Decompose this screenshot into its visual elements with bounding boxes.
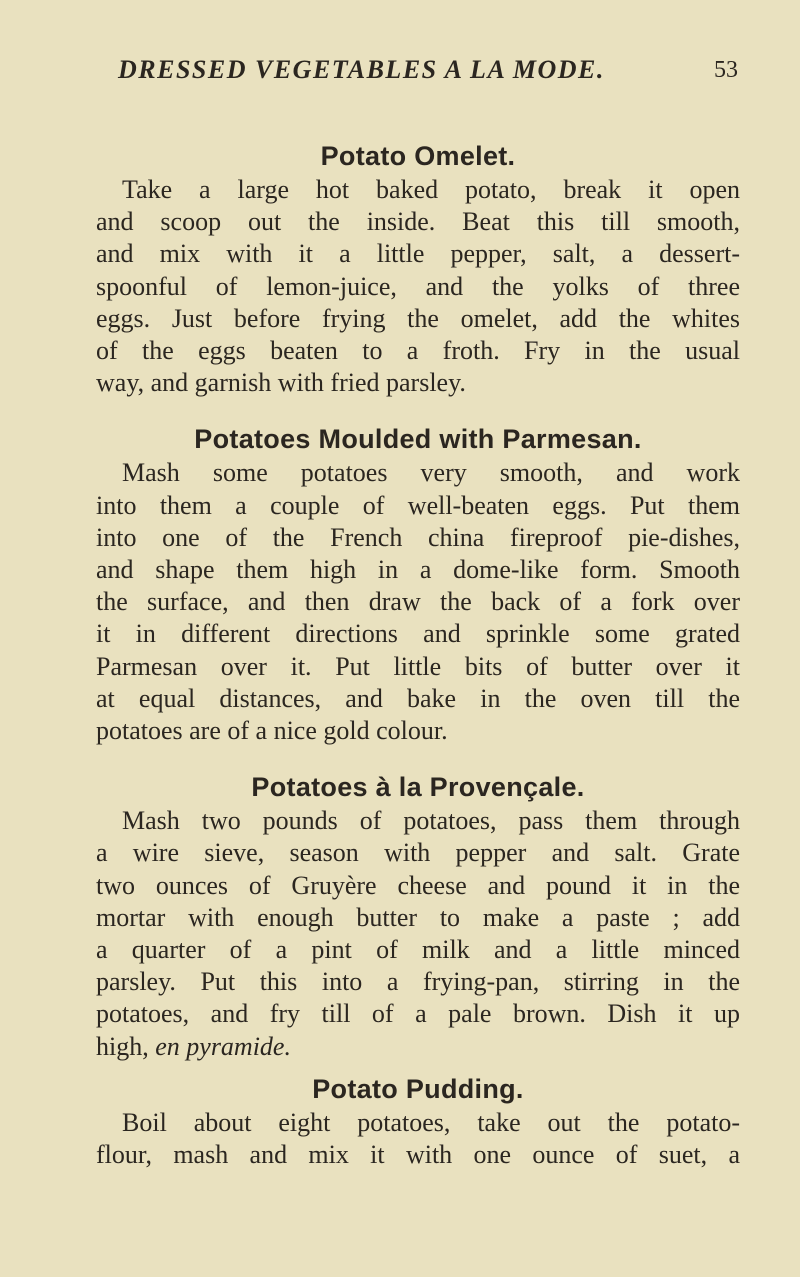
text-segment: high, bbox=[96, 1031, 156, 1061]
text-line: potatoes, and fry till of a pale brown. Dish it up bbox=[96, 999, 740, 1029]
page-number: 53 bbox=[714, 57, 738, 83]
text-line: and shape them high in a dome-like form. Smooth bbox=[96, 555, 740, 585]
running-head bbox=[118, 55, 738, 95]
text-line: spoonful of lemon-juice, and the yolks of three bbox=[96, 271, 740, 301]
running-title: DRESSED VEGETABLES A LA MODE. bbox=[118, 55, 605, 84]
text-line: eggs. Just before frying the omelet, add the whites bbox=[96, 303, 740, 333]
text-line: two ounces of Gruyère cheese and pound it in the bbox=[96, 870, 740, 900]
text-line: it in different directions and sprinkle some grated bbox=[96, 619, 740, 649]
text-line: a quarter of a pint of milk and a little minced bbox=[96, 935, 740, 965]
text-line: the surface, and then draw the back of a fork over bbox=[96, 587, 740, 617]
text-line: into one of the French china fireproof pie-dishes, bbox=[96, 522, 740, 552]
text-line: at equal distances, and bake in the oven till the bbox=[96, 683, 740, 713]
section-title-potatoes-provencale: Potatoes à la Provençale. bbox=[251, 772, 585, 803]
text-line: Boil about eight potatoes, take out the potato- bbox=[122, 1107, 740, 1137]
section-title-potatoes-moulded: Potatoes Moulded with Parmesan. bbox=[194, 424, 642, 455]
italic-phrase: en pyramide. bbox=[155, 1031, 291, 1061]
text-line: mortar with enough butter to make a paste ; add bbox=[96, 902, 740, 932]
text-line: and mix with it a little pepper, salt, a dessert- bbox=[96, 239, 740, 269]
text-line: into them a couple of well-beaten eggs. Put them bbox=[96, 490, 740, 520]
text-line: of the eggs beaten to a froth. Fry in the usual bbox=[96, 336, 740, 366]
text-line: Mash some potatoes very smooth, and work bbox=[122, 458, 740, 488]
section-title-potato-omelet: Potato Omelet. bbox=[320, 141, 516, 171]
paragraph-potato-omelet bbox=[96, 174, 740, 399]
page-content bbox=[96, 138, 740, 1171]
text-line: way, and garnish with fried parsley. bbox=[96, 368, 466, 398]
paragraph-potatoes-provencale bbox=[96, 805, 740, 1063]
text-line: Parmesan over it. Put little bits of butter over it bbox=[96, 651, 740, 681]
spacer bbox=[96, 1063, 740, 1071]
text-line: a wire sieve, season with pepper and salt. Grate bbox=[96, 838, 740, 868]
paragraph-potato-pudding bbox=[96, 1107, 740, 1171]
text-line: potatoes are of a nice gold colour. bbox=[96, 716, 448, 746]
text-line: flour, mash and mix it with one ounce of suet, a bbox=[96, 1140, 740, 1170]
text-line: and scoop out the inside. Beat this till smooth, bbox=[96, 207, 740, 237]
section-title-potato-pudding: Potato Pudding. bbox=[312, 1073, 524, 1104]
spacer bbox=[96, 399, 740, 421]
spacer bbox=[96, 747, 740, 769]
text-line: Mash two pounds of potatoes, pass them through bbox=[122, 806, 740, 836]
paragraph-potatoes-moulded bbox=[96, 457, 740, 747]
text-line: Take a large hot baked potato, break it open bbox=[122, 175, 740, 204]
text-line bbox=[96, 1031, 740, 1063]
text-line: parsley. Put this into a frying-pan, stirring in the bbox=[96, 967, 740, 997]
